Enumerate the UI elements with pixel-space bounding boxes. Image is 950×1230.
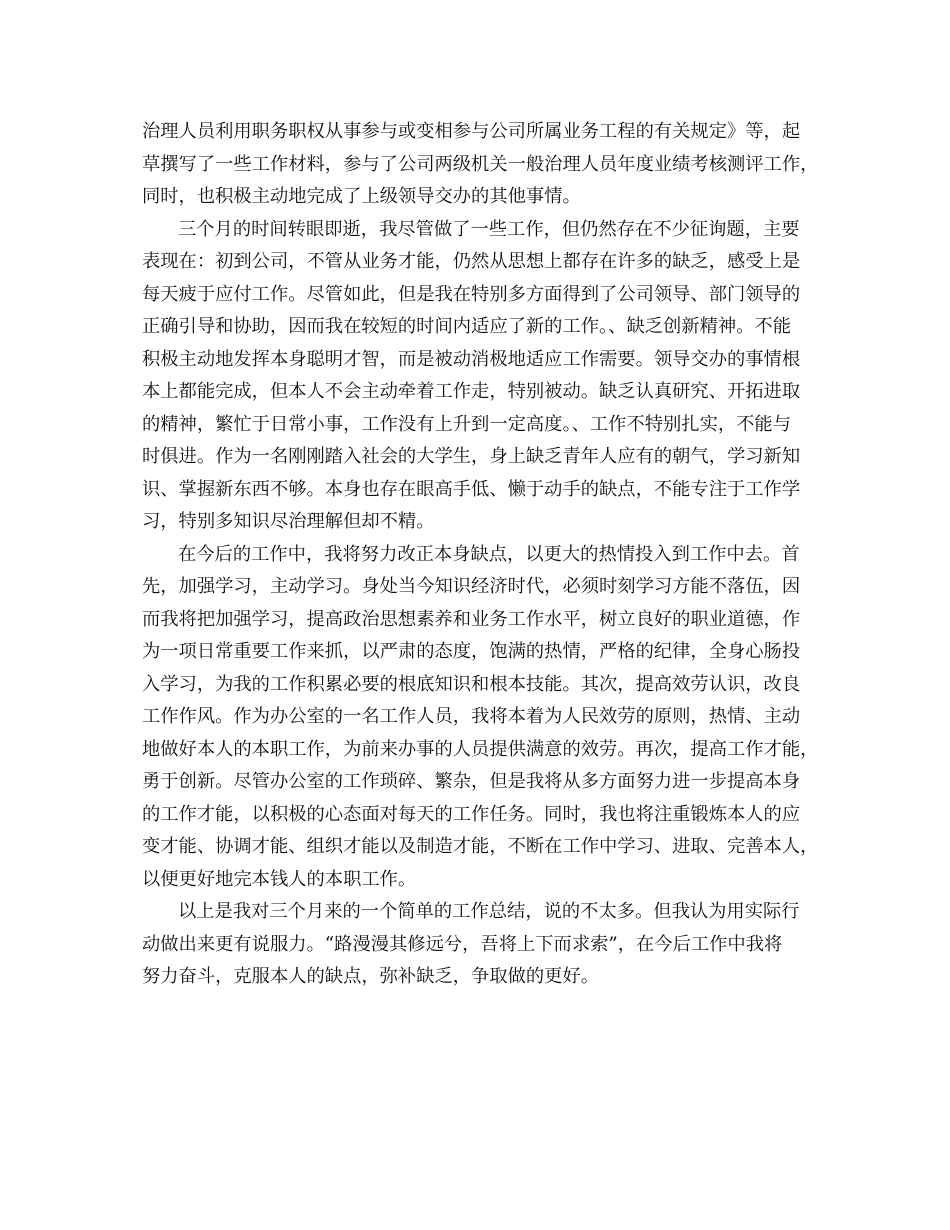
paragraph-shortcomings [142, 214, 822, 539]
text-line: 勇于创新。尽管办公室的工作琐碎、繁杂，但是我将从多方面努力进一步提高本身 [142, 771, 801, 792]
text-line: 以上是我对三个月来的一个简单的工作总结，说的不太多。但我认为用实际行 [178, 901, 800, 922]
text-line: 动做出来更有说服力。“路漫漫其修远兮，吾将上下而求索”，在今后工作中我将 [142, 933, 783, 955]
text-line: 努力奋斗，克服本人的缺点，弥补缺乏，争取做的更好。 [142, 966, 600, 987]
text-line: 时俱进。作为一名刚刚踏入社会的大学生，身上缺乏青年人应有的朝气，学习新知 [142, 446, 801, 467]
text-line: 而我将把加强学习，提高政治思想素养和业务工作水平，树立良好的职业道德，作 [142, 608, 801, 630]
paragraph-continuation [142, 116, 822, 214]
text-line: 治理人员利用职务职权从事参与或变相参与公司所属业务工程的有关规定》等，起 [142, 121, 801, 142]
text-line: 入学习，为我的工作积累必要的根底知识和根本技能。其次，提高效劳认识，改良 [142, 673, 801, 695]
text-line: 的工作才能，以积极的心态面对每天的工作任务。同时，我也将注重锻炼本人的应 [142, 803, 801, 825]
text-line: 以便更好地完本钱人的本职工作。 [142, 868, 417, 890]
text-line: 草撰写了一些工作材料，参与了公司两级机关一般治理人员年度业绩考核测评工作， [142, 153, 819, 175]
text-line: 积极主动地发挥本身聪明才智，而是被动消极地适应工作需要。领导交办的事情根 [142, 348, 801, 370]
text-line: 习，特别多知识尽治理解但却不精。 [142, 511, 435, 532]
text-line: 变才能、协调才能、组织才能以及制造才能，不断在工作中学习、进取、完善本人， [142, 836, 819, 857]
text-line: 工作作风。作为办公室的一名工作人员，我将本着为人民效劳的原则，热情、主动 [142, 706, 801, 727]
text-line: 每天疲于应付工作。尽管如此，但是我在特别多方面得到了公司领导、部门领导的 [142, 283, 801, 305]
paragraph-conclusion [142, 896, 822, 994]
text-line: 表现在：初到公司，不管从业务才能，仍然从思想上都存在许多的缺乏，感受上是 [142, 251, 801, 272]
text-line: 本上都能完成，但本人不会主动牵着工作走，特别被动。缺乏认真研究、开拓进取 [142, 381, 801, 402]
text-line: 的精神，繁忙于日常小事，工作没有上升到一定高度。、工作不特别扎实，不能与 [142, 413, 791, 435]
text-line: 地做好本人的本职工作，为前来办事的人员提供满意的效劳。再次，提高工作才能， [142, 738, 819, 760]
paragraph-future-plans [142, 539, 822, 897]
text-line: 识、掌握新东西不够。本身也存在眼高手低、懒于动手的缺点，不能专注于工作学 [142, 478, 801, 500]
text-line: 为一项日常重要工作来抓，以严肃的态度，饱满的热情，严格的纪律，全身心肠投 [142, 641, 801, 662]
text-line: 同时，也积极主动地完成了上级领导交办的其他事情。 [142, 186, 581, 207]
text-line: 三个月的时间转眼即逝，我尽管做了一些工作，但仍然存在不少征询题，主要 [178, 218, 800, 240]
text-line: 正确引导和协助，因而我在较短的时间内适应了新的工作。、缺乏创新精神。不能 [142, 316, 791, 337]
text-line: 先，加强学习，主动学习。身处当今知识经济时代，必须时刻学习方能不落伍，因 [142, 576, 801, 597]
text-line: 在今后的工作中，我将努力改正本身缺点，以更大的热情投入到工作中去。首 [178, 543, 800, 565]
document-page [142, 116, 822, 994]
